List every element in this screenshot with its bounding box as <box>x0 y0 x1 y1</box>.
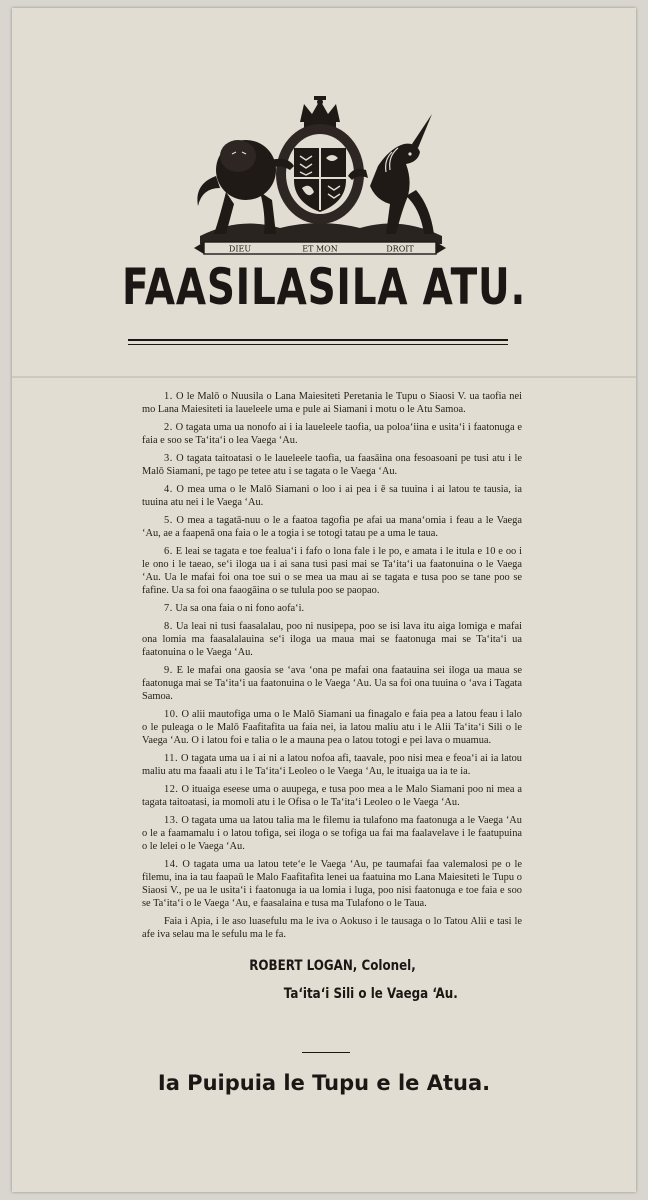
paragraph-text: O alii mautofiga uma o le Malō Siamani ua finagalo e faia pea a latou feau i lalo o le puleaga o le Malō Faafitafita ua faia nei, ia latou maliu atu i le Alii Ta‘ita‘i Sili o le Vaega ‘Au. O i latou foi e talia o le a mauna pea o latou totogi e pei lava o muamua. <box>142 709 522 746</box>
paragraph-9 <box>142 664 522 703</box>
closing-paragraph: Faia i Apia, i le aso luasefulu ma le iva o Aokuso i le tausaga o lo Tatou Alii e tasi le afe iva selau ma le sefulu ma le fa. <box>142 916 522 940</box>
paragraph-text: O le Malō o Nuusila o Lana Maiesiteti Peretania le Tupu o Siaosi V. ua taofia nei mo Lana Maiesiteti ia laueleele uma e pule ai Siamani i motu o le Atu Samoa. <box>142 391 522 415</box>
paragraph-13 <box>142 814 522 853</box>
paragraph-number: 7. <box>164 603 173 614</box>
motto-scroll <box>194 242 446 254</box>
title-rule <box>128 339 508 345</box>
paragraph-text: O tagata uma ua i ai ni a latou nofoa afi, taavale, poo nisi mea e feoa‘i ai ia latou maliu atu ma faaali atu i le Ta‘ita‘i Leoleo o le Vaega ‘Au, le ituaiga ua ia te ia. <box>142 753 522 777</box>
motto-word-et-mon: ET MON <box>302 244 338 254</box>
paragraph-8 <box>142 620 522 659</box>
paragraph-text: O ituaiga eseese uma o auupega, e tusa poo mea a le Malo Siamani poo ni mea a tagata taitoatasi, ia momoli atu i le Ofisa o le Ta‘ita‘i Leoleo o le Vaega ‘Au. <box>142 784 522 808</box>
paragraph-text: O tagata uma ua nonofo ai i ia laueleele taofia, ua poloa‘iina e usita‘i i faatonuga e faia e soo se Ta‘ita‘i o lea Vaega ‘Au. <box>142 422 522 446</box>
paragraph-text: O mea a tagatā-nuu o le a faatoa tagofia pe afai ua mana‘omia i feau a le Vaega ‘Au, ae a faapenā ona faia o le a togia i se totogi tatau pe a uma le taua. <box>142 515 522 539</box>
paragraph-number: 14. <box>164 859 179 870</box>
paragraph-text: Ua sa ona faia o ni fono aofa‘i. <box>175 603 305 614</box>
paragraph-number: 11. <box>164 753 179 764</box>
paragraph-7 <box>142 602 522 615</box>
paragraph-number: 2. <box>164 422 173 433</box>
paragraph-text: O mea uma o le Malō Siamani o loo i ai pea i ē sa tuuina i ai latou te tausia, ia tuuina atu nei i le Vaega ‘Au. <box>142 484 523 508</box>
paragraph-text: E le mafai ona gaosia se ‘ava ‘ona pe mafai ona faatauina sei iloga ua maua se faatonuga mai se Ta‘ita‘i ua faatonuina o le Vaega ‘Au. Ua sa foi ona tuuina o ‘ava i Tagata Samoa. <box>142 665 522 702</box>
paragraph-number: 8. <box>164 621 173 632</box>
paragraph-text: O tagata uma ua latou tete‘e le Vaega ‘Au, pe taumafai faa valemalosi pe o le filemu, ina ia tau faapaū le Malo Faafitafita lenei ua faatuina mo Lana Maiesiteti le Tupu o Siaosi V., pe ua le usita‘i i faatonuga ia ua lomia i luga, poo nisi faatonuga e toe faia e soo se Ta‘ita‘i o le Vaega ‘Au, e faasalaina e tusa ma Tulafono o le Taua. <box>142 859 522 909</box>
paragraph-4 <box>142 483 522 509</box>
paragraph-5 <box>142 514 522 540</box>
paragraph-number: 6. <box>164 546 173 557</box>
unicorn-supporter-icon <box>348 114 434 234</box>
paragraph-number: 10. <box>164 709 179 720</box>
paragraph-11 <box>142 752 522 778</box>
closing-motto: Ia Puipuia le Tupu e le Atua. <box>157 1071 491 1095</box>
paragraph-number: 13. <box>164 815 179 826</box>
poster-sheet <box>12 8 636 1192</box>
paragraph-number: 3. <box>164 453 173 464</box>
divider <box>302 1052 350 1053</box>
paragraph-12 <box>142 783 522 809</box>
paragraph-number: 12. <box>164 784 179 795</box>
paragraph-text: O tagata uma ua latou talia ma le filemu ia tulafono ma faatonuga a le Vaega ‘Au o le a faamamalu i o latou tofiga, sei iloga o se tofiga ua fai ma faalavelave i le faatupuina o le lelei o le Vaega ‘Au. <box>142 815 522 852</box>
paragraph-6 <box>142 545 522 597</box>
paragraph-1 <box>142 390 522 416</box>
proclamation-title: FAASILASILA ATU. <box>121 258 527 316</box>
motto-word-dieu: DIEU <box>228 244 252 254</box>
fold-crease <box>12 376 636 378</box>
royal-coat-of-arms <box>180 96 460 256</box>
signature-name: ROBERT LOGAN, Colonel, <box>249 958 416 974</box>
paragraph-number: 5. <box>164 515 173 526</box>
motto-word-droit: DROIT <box>386 244 414 254</box>
proclamation-body <box>142 390 522 946</box>
paragraph-number: 9. <box>164 665 173 676</box>
paragraph-number: 1. <box>164 391 173 402</box>
paragraph-number: 4. <box>164 484 173 495</box>
paragraph-10 <box>142 708 522 747</box>
paragraph-text: O tagata taitoatasi o le laueleele taofia, ua faasāina ona fesoasoani pe tusi atu i le Malō Siamani, pe tago pe tetee atu i se tagata o le Vaega ‘Au. <box>142 453 522 477</box>
paragraph-3 <box>142 452 522 478</box>
paragraph-2 <box>142 421 522 447</box>
paragraph-14 <box>142 858 522 910</box>
paragraph-text: E leai se tagata e toe fealua‘i i fafo o lona fale i le po, e amata i le itula e 10 e oo i le ono i le taeao, se‘i iloga ua i ai sana tusi pasi mai se Ta‘ita‘i ua faatonuina o le Vaega ‘Au. Ua le mafai foi ona toe sui o se mea ua mau ai se tagata e tusa poo se tane poo se fafine. Ua sa foi ona faaogāina o se tulula poo se paopao. <box>142 546 522 596</box>
paragraph-text: Ua leai ni tusi faasalalau, poo ni nusipepa, poo se isi lava itu aiga lomiga e mafai ona lomia ma faasalalauina se‘i iloga ua maua mai se faatonuga mai se Ta‘ita‘i ua faatonuina o le Vaega ‘Au. <box>142 621 522 658</box>
signature-title: Ta‘ita‘i Sili o le Vaega ‘Au. <box>283 986 458 1002</box>
